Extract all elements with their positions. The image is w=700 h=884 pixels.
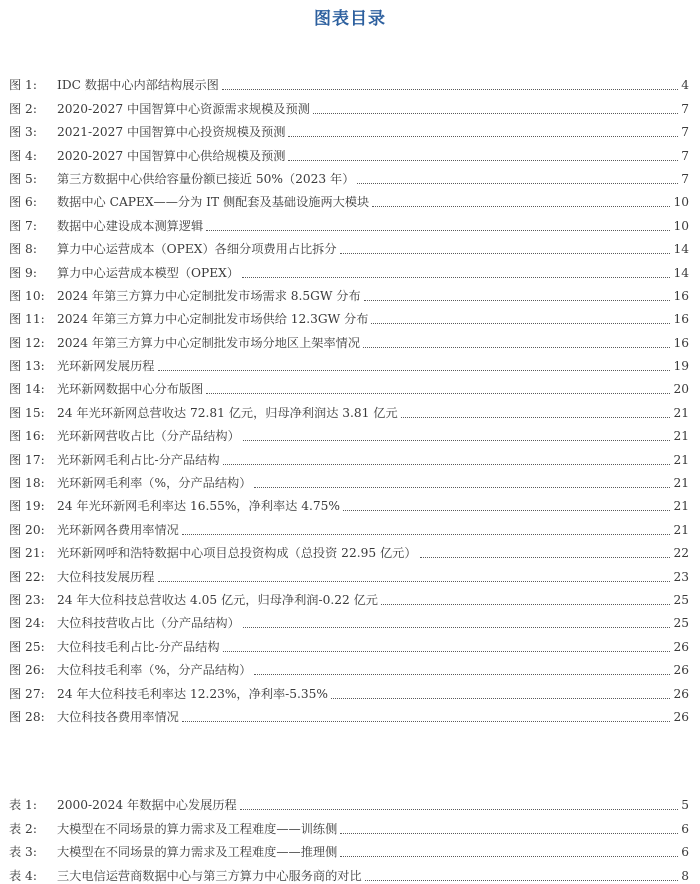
toc-entry[interactable]: [9, 837, 689, 860]
toc-entry-number: 图 10:: [9, 288, 45, 303]
toc-entry-number: 图 25:: [9, 639, 45, 654]
toc-entry[interactable]: [9, 631, 689, 654]
toc-entry-page-number: 20: [673, 382, 689, 397]
toc-entry[interactable]: [9, 70, 689, 93]
dot-leader: [313, 113, 678, 114]
dot-leader: [288, 160, 678, 161]
toc-entry-number: 表 2:: [9, 821, 37, 836]
toc-entry[interactable]: [9, 257, 689, 280]
toc-entry-title: 2024 年第三方算力中心定制批发市场需求 8.5GW 分布: [57, 288, 361, 303]
toc-entry[interactable]: [9, 327, 689, 350]
dot-leader: [223, 651, 671, 652]
toc-entry[interactable]: [9, 234, 689, 257]
toc-entry-number: 表 4:: [9, 868, 37, 883]
toc-entry-title: 光环新网数据中心分布版图: [57, 382, 204, 397]
toc-entry[interactable]: [9, 374, 689, 397]
toc-entry-title: 光环新网呼和浩特数据中心项目总投资构成（总投资 22.95 亿元）: [57, 546, 417, 561]
toc-entry-page-number: 14: [673, 242, 689, 257]
dot-leader: [381, 604, 671, 605]
toc-entry-number: 图 23:: [9, 592, 45, 607]
toc-entry-page-number: 4: [681, 78, 689, 93]
toc-entry-title: 第三方数据中心供给容量份额已接近 50%（2023 年）: [57, 171, 355, 186]
toc-entry-title: 大位科技发展历程: [57, 569, 155, 584]
table-list: [9, 790, 689, 884]
toc-entry-title: 光环新网营收占比（分产品结构）: [57, 429, 240, 444]
toc-entry-number: 图 20:: [9, 522, 45, 537]
toc-entry[interactable]: [9, 678, 689, 701]
dot-leader: [372, 206, 670, 207]
toc-entry-page-number: 26: [673, 686, 689, 701]
toc-entry[interactable]: [9, 421, 689, 444]
toc-entry-number: 图 2:: [9, 101, 37, 116]
toc-entry-page-number: 26: [673, 709, 689, 724]
toc-entry[interactable]: [9, 790, 689, 813]
dot-leader: [158, 370, 671, 371]
figure-list: [9, 70, 689, 725]
toc-entry-page-number: 6: [681, 821, 689, 836]
toc-entry[interactable]: [9, 210, 689, 233]
toc-entry[interactable]: [9, 93, 689, 116]
toc-entry[interactable]: [9, 351, 689, 374]
toc-entry-title: 光环新网毛利率（%，分产品结构）: [57, 476, 252, 491]
toc-entry-title: 24 年光环新网毛利率达 16.55%，净利率达 4.75%: [57, 499, 340, 514]
dot-leader: [357, 183, 678, 184]
toc-entry-page-number: 16: [673, 312, 689, 327]
toc-entry-number: 图 15:: [9, 405, 45, 420]
dot-leader: [343, 510, 671, 511]
toc-entry-title: 光环新网各费用率情况: [57, 522, 179, 537]
toc-entry-number: 图 28:: [9, 709, 45, 724]
dot-leader: [206, 230, 670, 231]
toc-entry-title: 大位科技毛利率（%，分产品结构）: [57, 663, 252, 678]
dot-leader: [223, 464, 671, 465]
toc-entry-title: 光环新网发展历程: [57, 359, 155, 374]
dot-leader: [340, 253, 671, 254]
toc-entry-title: 2024 年第三方算力中心定制批发市场供给 12.3GW 分布: [57, 312, 369, 327]
toc-entry-title: 算力中心运营成本（OPEX）各细分项费用占比拆分: [57, 242, 337, 257]
toc-entry-number: 表 1:: [9, 798, 37, 813]
dot-leader: [401, 417, 671, 418]
toc-entry-page-number: 5: [681, 798, 689, 813]
toc-entry-title: 数据中心建设成本测算逻辑: [57, 218, 204, 233]
toc-entry-title: IDC 数据中心内部结构展示图: [57, 78, 219, 93]
dot-leader: [371, 323, 670, 324]
toc-entry-number: 图 5:: [9, 171, 37, 186]
toc-entry-page-number: 7: [681, 101, 689, 116]
toc-entry-title: 大位科技各费用率情况: [57, 709, 179, 724]
toc-entry-title: 2000-2024 年数据中心发展历程: [57, 798, 237, 813]
toc-entry-title: 2021-2027 中国智算中心投资规模及预测: [57, 125, 286, 140]
dot-leader: [182, 721, 671, 722]
toc-entry-page-number: 6: [681, 845, 689, 860]
toc-entry-page-number: 21: [673, 405, 689, 420]
toc-entry-number: 图 19:: [9, 499, 45, 514]
toc-entry-page-number: 7: [681, 148, 689, 163]
dot-leader: [363, 347, 670, 348]
toc-entry-number: 图 16:: [9, 429, 45, 444]
toc-entry-page-number: 10: [673, 218, 689, 233]
toc-entry-title: 2024 年第三方算力中心定制批发市场分地区上架率情况: [57, 335, 361, 350]
toc-entry-title: 24 年光环新网总营收达 72.81 亿元，归母净利润达 3.81 亿元: [57, 405, 398, 420]
dot-leader: [240, 809, 679, 810]
toc-entry-title: 大模型在不同场景的算力需求及工程难度——推理侧: [57, 845, 338, 860]
toc-entry-number: 图 27:: [9, 686, 45, 701]
toc-entry[interactable]: [9, 397, 689, 420]
toc-entry-title: 大位科技营收占比（分产品结构）: [57, 616, 240, 631]
toc-entry-number: 图 18:: [9, 476, 45, 491]
toc-entry-title: 2020-2027 中国智算中心供给规模及预测: [57, 148, 286, 163]
dot-leader: [182, 534, 671, 535]
toc-entry[interactable]: [9, 164, 689, 187]
toc-entry-number: 图 13:: [9, 359, 45, 374]
toc-entry-number: 图 8:: [9, 242, 37, 257]
toc-entry[interactable]: [9, 468, 689, 491]
toc-entry-page-number: 26: [673, 639, 689, 654]
toc-entry-page-number: 7: [681, 125, 689, 140]
toc-entry-number: 图 1:: [9, 78, 37, 93]
toc-entry-number: 图 17:: [9, 452, 45, 467]
toc-entry[interactable]: [9, 702, 689, 725]
dot-leader: [420, 557, 671, 558]
toc-entry-title: 光环新网毛利占比-分产品结构: [57, 452, 220, 467]
toc-entry[interactable]: [9, 304, 689, 327]
toc-entry-number: 图 7:: [9, 218, 37, 233]
toc-entry-title: 大模型在不同场景的算力需求及工程难度——训练侧: [57, 821, 338, 836]
toc-entry[interactable]: [9, 608, 689, 631]
toc-entry-title: 大位科技毛利占比-分产品结构: [57, 639, 220, 654]
toc-entry[interactable]: [9, 860, 689, 883]
dot-leader: [331, 698, 670, 699]
toc-entry-title: 算力中心运营成本模型（OPEX）: [57, 265, 240, 280]
toc-entry[interactable]: [9, 117, 689, 140]
toc-entry[interactable]: [9, 813, 689, 836]
toc-entry-number: 图 11:: [9, 312, 45, 327]
toc-entry[interactable]: [9, 514, 689, 537]
toc-entry-page-number: 25: [673, 592, 689, 607]
toc-entry-number: 图 3:: [9, 125, 37, 140]
toc-entry-page-number: 16: [673, 288, 689, 303]
dot-leader: [364, 300, 671, 301]
toc-entry[interactable]: [9, 561, 689, 584]
toc-entry-number: 图 12:: [9, 335, 45, 350]
toc-entry-title: 24 年大位科技毛利率达 12.23%，净利率-5.35%: [57, 686, 328, 701]
toc-entry-number: 图 6:: [9, 195, 37, 210]
toc-entry-title: 三大电信运营商数据中心与第三方算力中心服务商的对比: [57, 868, 362, 883]
toc-entry-number: 图 9:: [9, 265, 37, 280]
dot-leader: [340, 833, 678, 834]
toc-entry-page-number: 23: [673, 569, 689, 584]
dot-leader: [243, 440, 671, 441]
toc-entry-title: 2020-2027 中国智算中心资源需求规模及预测: [57, 101, 310, 116]
toc-entry-number: 图 26:: [9, 663, 45, 678]
dot-leader: [340, 856, 678, 857]
toc-entry-page-number: 26: [673, 663, 689, 678]
toc-entry[interactable]: [9, 655, 689, 678]
toc-entry-page-number: 8: [681, 868, 689, 883]
toc-entry-page-number: 21: [673, 522, 689, 537]
toc-entry-page-number: 22: [673, 546, 689, 561]
toc-entry-page-number: 25: [673, 616, 689, 631]
toc-entry-number: 图 24:: [9, 616, 45, 631]
toc-entry-page-number: 7: [681, 171, 689, 186]
toc-entry[interactable]: [9, 444, 689, 467]
dot-leader: [158, 581, 671, 582]
toc-entry-number: 图 14:: [9, 382, 45, 397]
toc-entry-page-number: 14: [673, 265, 689, 280]
dot-leader: [254, 487, 670, 488]
dot-leader: [242, 277, 670, 278]
toc-entry-number: 图 21:: [9, 546, 45, 561]
toc-entry[interactable]: [9, 538, 689, 561]
dot-leader: [254, 674, 670, 675]
toc-entry[interactable]: [9, 491, 689, 514]
toc-entry-page-number: 21: [673, 429, 689, 444]
dot-leader: [243, 627, 671, 628]
toc-entry[interactable]: [9, 585, 689, 608]
toc-entry-title: 数据中心 CAPEX——分为 IT 侧配套及基础设施两大模块: [57, 195, 370, 210]
dot-leader: [222, 89, 678, 90]
toc-entry-page-number: 10: [673, 195, 689, 210]
toc-entry-title: 24 年大位科技总营收达 4.05 亿元，归母净利润-0.22 亿元: [57, 592, 378, 607]
toc-entry-page-number: 21: [673, 499, 689, 514]
toc-entry[interactable]: [9, 281, 689, 304]
toc-entry-page-number: 16: [673, 335, 689, 350]
toc-entry-number: 图 4:: [9, 148, 37, 163]
toc-entry[interactable]: [9, 187, 689, 210]
toc-entry[interactable]: [9, 140, 689, 163]
toc-entry-page-number: 21: [673, 452, 689, 467]
toc-entry-number: 表 3:: [9, 845, 37, 860]
toc-entry-page-number: 21: [673, 476, 689, 491]
toc-entry-number: 图 22:: [9, 569, 45, 584]
toc-entry-page-number: 19: [673, 359, 689, 374]
dot-leader: [288, 136, 678, 137]
dot-leader: [206, 393, 670, 394]
page-title: 图表目录: [314, 9, 386, 29]
